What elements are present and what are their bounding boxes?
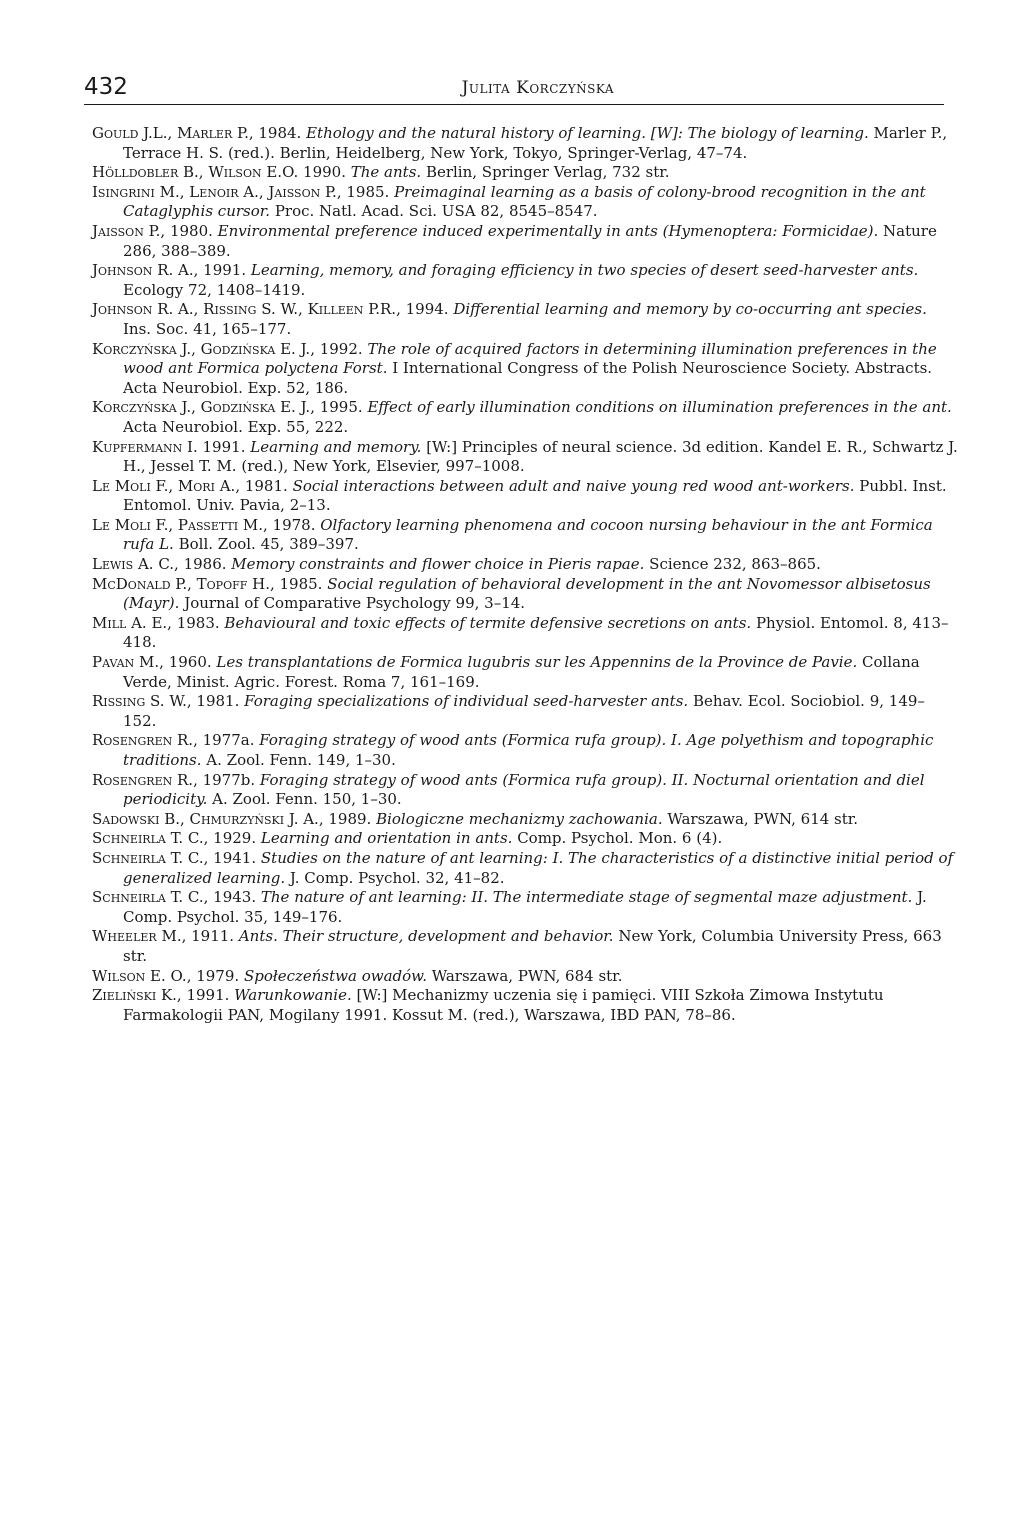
reference-source: [W:] Mechanizmy uczenia się i pamięci. VIII Szkoła Zimowa Instytutu Farmakologii PAN, Mogilany 1991. Kossut M. (red.), Warszawa, IBD PAN, 78–86.: [123, 986, 884, 1024]
reference-title: The nature of ant learning: II. The intermediate stage of segmental maze adjustment.: [260, 888, 913, 907]
reference-title: Ethology and the natural history of learning. [W]: The biology of learning.: [306, 124, 869, 142]
reference-source: Nature 286, 388–389.: [123, 221, 937, 260]
reference-author: Lewis A. C.: [92, 555, 175, 574]
reference-source: Science 232, 863–865.: [644, 555, 821, 574]
reference-year: , 1985.: [336, 182, 395, 201]
reference-author: Kupfermann I.: [92, 437, 198, 456]
reference-author: Johnson R. A., Rissing S. W., Killeen P.R.: [92, 300, 397, 319]
reference-title: The ants.: [350, 163, 422, 182]
reference-title: Behavioural and toxic effects of termite defensive secretions on ants.: [224, 613, 752, 632]
reference-title: Differential learning and memory by co-occurring ant species.: [453, 300, 927, 319]
reference-source: Boll. Zool. 45, 389–397.: [173, 535, 359, 554]
reference-title: The role of acquired factors in determining illumination preferences in the wood ant Formica polyctena Forst.: [123, 339, 937, 378]
reference-source: Collana Verde, Minist. Agric. Forest. Roma 7, 161–169.: [123, 653, 920, 691]
reference-source: I International Congress of the Polish Neuroscience Society. Abstracts. Acta Neurobiol. Exp. 52, 186.: [123, 359, 933, 397]
reference-author: Wheeler M.: [92, 927, 182, 946]
reference-title: Foraging specializations of individual seed-harvester ants.: [244, 692, 689, 711]
reference-author: Gould J.L., Marler P.: [92, 124, 249, 142]
reference-entry: [92, 614, 958, 653]
reference-author: Schneirla T. C.: [92, 888, 204, 907]
reference-source: Marler P., Terrace H. S. (red.). Berlin, Heidelberg, New York, Tokyo, Springer-Verlag, 47–74.: [123, 124, 948, 162]
reference-year: , 1911.: [181, 927, 239, 946]
reference-year: , 1991.: [193, 261, 251, 280]
reference-source: Berlin, Springer Verlag, 732 str.: [421, 163, 670, 182]
reference-entry: [92, 575, 958, 614]
reference-author: Pavan M.: [92, 653, 160, 672]
reference-author: Isingrini M., Lenoir A., Jaisson P.: [92, 182, 337, 201]
reference-title: Memory constraints and flower choice in Pieris rapae.: [231, 555, 645, 574]
reference-author: McDonald P., Topoff H.: [92, 574, 270, 593]
reference-year: , 1977b.: [193, 770, 260, 789]
reference-title: Ants. Their structure, development and behavior.: [238, 927, 614, 946]
reference-entry: [92, 888, 958, 927]
reference-title: Warunkowanie.: [234, 986, 352, 1005]
reference-title: Les transplantations de Formica lugubris sur les Appennins de la Province de Pavie.: [216, 653, 858, 672]
reference-title: Effect of early illumination conditions on illumination preferences in the ant.: [367, 398, 952, 417]
reference-entry: [92, 967, 958, 987]
reference-year: , 1991.: [176, 986, 235, 1005]
reference-entry: [92, 261, 958, 300]
reference-year: , 1981.: [186, 692, 245, 711]
reference-author: Schneirla T. C.: [92, 848, 204, 867]
reference-source: Comp. Psychol. Mon. 6 (4).: [512, 829, 723, 848]
reference-title: Społeczeństwa owadów.: [243, 966, 427, 985]
reference-year: 1991.: [197, 437, 251, 456]
reference-title: Social regulation of behavioral development in the ant Novomessor albisetosus (Mayr).: [123, 574, 931, 613]
reference-entry: [92, 810, 958, 830]
reference-entry: [92, 516, 958, 555]
reference-author: Korczyńska J., Godzińska E. J.: [92, 398, 311, 417]
reference-title: Social interactions between adult and naive young red wood ant-workers.: [292, 476, 855, 495]
reference-title: Biologiczne mechanizmy zachowania.: [376, 809, 663, 828]
reference-source: J. Comp. Psychol. 32, 41–82.: [285, 868, 505, 887]
reference-year: , 1992.: [310, 339, 368, 358]
reference-source: [W:] Principles of neural science. 3d edition. Kandel E. R., Schwartz J. H., Jessel T. M. (red.), New York, Elsevier, 997–1008.: [123, 437, 958, 476]
reference-title: Studies on the nature of ant learning: I. The characteristics of a distinctive initial period of generalized learning.: [123, 848, 954, 887]
reference-year: , 1985.: [269, 574, 328, 593]
reference-author: Schneirla T. C.: [92, 829, 204, 848]
reference-year: , 1978.: [263, 515, 321, 534]
reference-entry: [92, 653, 958, 692]
reference-title: Learning and memory.: [250, 437, 422, 456]
reference-entry: [92, 438, 958, 477]
reference-year: , 1941.: [203, 848, 261, 867]
reference-title: Environmental preference induced experimentally in ants (Hymenoptera: Formicidae).: [217, 221, 879, 240]
reference-year: , 1960.: [159, 653, 217, 672]
reference-year: , 1929.: [203, 829, 261, 848]
reference-year: , 1995.: [310, 398, 368, 417]
reference-source: Warszawa, PWN, 614 str.: [662, 809, 859, 828]
reference-year: , 1979.: [186, 966, 244, 985]
reference-source: Journal of Comparative Psychology 99, 3–14.: [179, 594, 526, 613]
reference-title: Learning and orientation in ants.: [260, 829, 513, 848]
reference-entry: [92, 692, 958, 731]
reference-entry: [92, 771, 958, 810]
reference-year: , 1977a.: [193, 731, 260, 750]
page-header: [84, 70, 944, 105]
reference-year: , 1981.: [235, 476, 293, 495]
reference-source: A. Zool. Fenn. 149, 1–30.: [201, 751, 396, 769]
reference-year: , 1989.: [318, 809, 377, 828]
reference-source: Ins. Soc. 41, 165–177.: [123, 319, 292, 338]
reference-author: Le Moli F., Mori A.: [92, 476, 236, 495]
reference-entry: [92, 477, 958, 516]
reference-author: Rosengren R.: [92, 770, 194, 789]
reference-author: Hölldobler B., Wilson E.O.: [92, 163, 299, 182]
reference-title: Foraging strategy of wood ants (Formica rufa group). I. Age polyethism and topographic traditions.: [123, 731, 934, 769]
reference-entry: [92, 300, 958, 339]
reference-year: , 1984.: [248, 124, 307, 142]
reference-entry: [92, 183, 958, 222]
reference-title: Learning, memory, and foraging efficiency in two species of desert seed-harvester ants.: [250, 261, 919, 280]
reference-title: Olfactory learning phenomena and cocoon nursing behaviour in the ant Formica rufa L.: [123, 515, 933, 554]
page-number: 432: [84, 74, 128, 100]
reference-author: Rosengren R.: [92, 731, 194, 750]
reference-author: Jaisson P.: [92, 221, 161, 240]
reference-entry: [92, 927, 958, 966]
reference-year: , 1943.: [203, 888, 261, 907]
reference-author: Rissing S. W.: [92, 692, 187, 711]
reference-source: Behav. Ecol. Sociobiol. 9, 149–152.: [123, 692, 925, 730]
reference-source: J. Comp. Psychol. 35, 149–176.: [123, 888, 927, 926]
reference-source: Pubbl. Inst. Entomol. Univ. Pavia, 2–13.: [123, 476, 947, 515]
reference-entry: [92, 222, 958, 261]
reference-author: Mill A. E.: [92, 613, 168, 632]
reference-entry: [92, 731, 958, 770]
reference-author: Le Moli F., Passetti M.: [92, 515, 263, 534]
reference-year: , 1994.: [396, 300, 454, 319]
reference-year: , 1980.: [160, 221, 218, 240]
reference-year: , 1986.: [174, 555, 232, 574]
reference-entry: [92, 124, 958, 163]
reference-entry: [92, 555, 958, 575]
reference-entry: [92, 849, 958, 888]
reference-author: Wilson E. O.: [92, 966, 187, 985]
reference-entry: [92, 340, 958, 399]
reference-entry: [92, 829, 958, 849]
reference-author: Korczyńska J., Godzińska E. J.: [92, 339, 311, 358]
reference-source: A. Zool. Fenn. 150, 1–30.: [207, 790, 402, 809]
reference-source: Proc. Natl. Acad. Sci. USA 82, 8545–8547.: [270, 202, 598, 221]
reference-year: , 1983.: [167, 613, 225, 632]
reference-author: Zieliński K.: [92, 986, 177, 1005]
reference-year: 1990.: [298, 163, 351, 182]
reference-title: Foraging strategy of wood ants (Formica rufa group). II. Nocturnal orientation and diel periodicity.: [123, 770, 925, 809]
reference-source: Ecology 72, 1408–1419.: [123, 280, 306, 299]
reference-list: [92, 124, 958, 1025]
reference-source: Physiol. Entomol. 8, 413–418.: [123, 613, 949, 652]
reference-source: Acta Neurobiol. Exp. 55, 222.: [123, 417, 349, 436]
reference-entry: [92, 163, 958, 183]
reference-entry: [92, 398, 958, 437]
running-head: Julita Korczyńska: [461, 78, 614, 98]
reference-source: Warszawa, PWN, 684 str.: [426, 966, 623, 985]
reference-author: Johnson R. A.: [92, 261, 194, 280]
reference-title: Preimaginal learning as a basis of colony-brood recognition in the ant Cataglyphis cursor.: [123, 182, 926, 221]
reference-source: New York, Columbia University Press, 663 str.: [123, 927, 942, 965]
reference-entry: [92, 986, 958, 1025]
reference-author: Sadowski B., Chmurzyński J. A.: [92, 809, 319, 828]
